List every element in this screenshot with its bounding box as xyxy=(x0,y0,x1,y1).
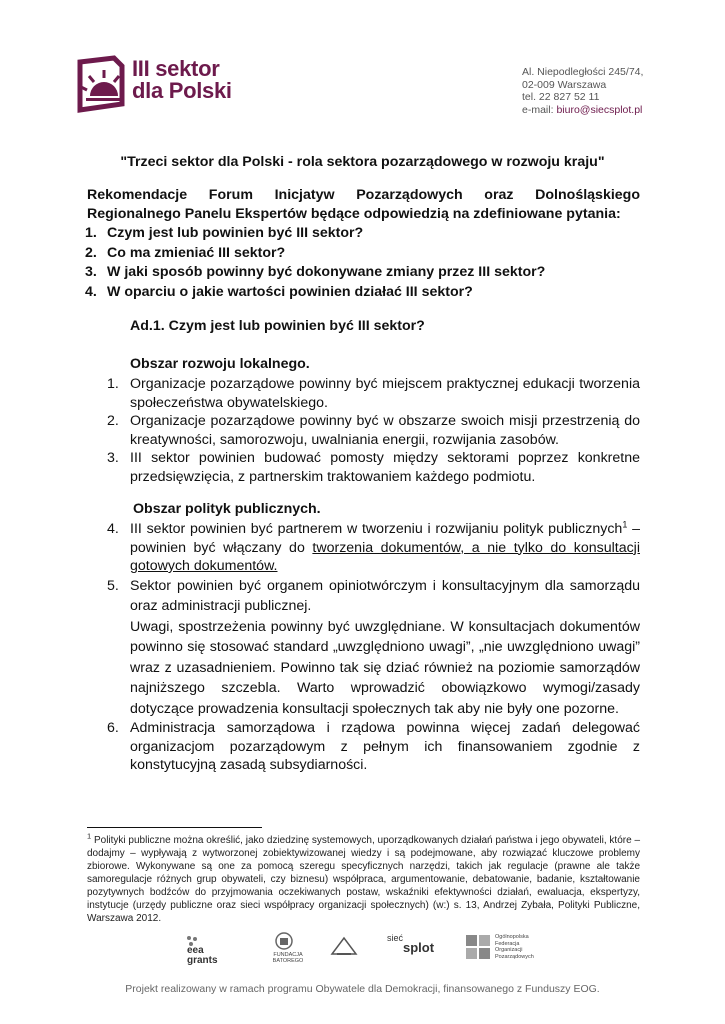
item-text: W jaki sposób powinny być dokonywane zmiany przez III sektor? xyxy=(107,264,546,280)
ofop-logo xyxy=(465,932,545,966)
item-text: – powinien być włączany do xyxy=(130,521,640,556)
logo-line-2: dla Polski xyxy=(132,78,232,103)
document-title: "Trzeci sektor dla Polski - rola sektora pozarządowego w rozwoju kraju" xyxy=(120,154,605,170)
siec-splot-logo xyxy=(385,932,449,966)
list-item xyxy=(107,449,640,486)
partner-logo xyxy=(325,932,365,966)
item-text: III sektor powinien być partnerem w tworzeniu i rozwijaniu polityk publicznych xyxy=(130,521,623,537)
item-text: III sektor powinien budować pomosty między sektorami poprzez konkretne przedsięwzięcia, z partnerskim traktowaniem każdego podmiotu. xyxy=(130,450,640,485)
address-line: Al. Niepodległości 245/74, xyxy=(522,66,644,78)
list-item xyxy=(107,519,640,576)
intro-line-2: Regionalnego Panelu Ekspertów będące odpowiedzią na zdefiniowane pytania: xyxy=(87,206,621,222)
item-text: Czym jest lub powinien być III sektor? xyxy=(107,225,364,241)
address-line: 02-009 Warszawa xyxy=(522,78,607,91)
sponsor-logos xyxy=(175,932,555,968)
eea-grants-logo xyxy=(183,932,233,966)
partner-emblem-icon xyxy=(329,934,359,960)
letterhead xyxy=(0,0,725,125)
list-item xyxy=(85,283,545,303)
item-number: 6. xyxy=(107,720,119,736)
item-text: W oparciu o jakie wartości powinien działać III sektor? xyxy=(107,283,473,300)
section-heading-ad1: Ad.1. Czym jest lub powinien być III sektor? xyxy=(130,318,425,334)
footnote-text: Polityki publiczne można określić, jako dziedzinę systemowych, uporządkowanych działań państwa i jego obywateli, które – dodajmy – wypływają z wytworzonej zobiektywizowanej wiedzy i są podejmowane, aby rozwiązać kluczowe problemy zbiorowe. Wykonywane są one za pomocą szeregu specyficznych narzędzi, takich jak regulacje (prawne ale także samoregulacje różnych grup obywateli, czy biznesu) współpraca, argumentowanie, debatowanie, badanie, kształtowanie pozytywnych bodźców do przyjmowania oczekiwanych postaw, wskaźniki efektywności działań, ewaluacja, ekspertyzy, instytucje (urzędy publiczne oraz sieci współpracy organizacji społecznych) (w:) s. 13, Andrzej Zybała, Polityki Publiczne, Warszawa 2012. xyxy=(87,835,640,924)
item-number: 5. xyxy=(107,577,119,594)
fundacja-text: FUNDACJA BATOREGO xyxy=(272,952,304,964)
underlined-text: tworzenia dokumentów, a nie tylko do konsultacji gotowych dokumentów. xyxy=(130,539,640,574)
heading-public-policy: Obszar polityk publicznych. xyxy=(133,501,321,517)
list-item xyxy=(85,263,546,283)
item-text: Organizacje pozarządowe powinny być w obszarze swoich misji przestrzenią do kreatywności, samorozwoju, uwalniania energii, rozwijania zasobów. xyxy=(130,413,640,448)
ofop-text: Ogólnopolska Federacja Organizacji Pozarządowych xyxy=(495,934,534,960)
footnote-ref[interactable]: 1 xyxy=(622,519,628,530)
intro-line-1: Rekomendacje Forum Inicjatyw Pozarządowych oraz Dolnośląskiego xyxy=(87,187,640,203)
splot-text: splot xyxy=(403,940,435,955)
item-number: 2. xyxy=(107,413,119,429)
email-line xyxy=(522,104,643,117)
footnote xyxy=(87,831,640,925)
item-number: 1. xyxy=(85,225,97,241)
public-policy-list xyxy=(107,519,640,775)
fundacja-batorego-logo xyxy=(261,932,309,966)
list-item xyxy=(107,576,640,720)
item-number: 1. xyxy=(107,376,119,392)
footnote-mark: 1 xyxy=(87,831,92,841)
logo xyxy=(74,52,232,114)
list-item xyxy=(107,375,640,412)
questions-list xyxy=(85,224,546,302)
heading-local-development: Obszar rozwoju lokalnego. xyxy=(130,356,310,372)
item-text: Sektor powinien być organem opiniotwórczym i konsultacyjnym dla samorządu oraz administracji publicznej. xyxy=(130,577,640,614)
eea-grants-text: eea grants xyxy=(187,945,218,966)
phone-line: tel. 22 827 52 11 xyxy=(522,91,600,103)
footnote-separator xyxy=(87,827,262,828)
siec-text: sieć xyxy=(387,933,404,943)
project-footer: Projekt realizowany w ramach programu Obywatele dla Demokracji, finansowanego z Funduszy EOG. xyxy=(125,983,600,995)
email-label: e-mail: xyxy=(522,103,557,116)
list-item xyxy=(85,244,545,264)
item-number: 2. xyxy=(85,244,97,261)
list-item xyxy=(107,719,640,775)
address-block xyxy=(522,66,643,116)
item-text: Administracja samorządowa i rządowa powinna więcej zadań delegować organizacjom pozarządowym z pełnym ich finansowaniem zgodnie z konstytucyjną zasadą subsydiarności. xyxy=(130,720,640,773)
item-text: Uwagi, spostrzeżenia powinny być uwzględniane. W konsultacjach dokumentów powinno się stosować standard „uwzględniono uwagi”, „nie uwzględniono uwagi” wraz z uzasadnieniem. Powinno tak się dziać również na poziomie samorządów najniższego szczebla. Warto wprowadzić obowiązkowo wymogi/zasady dotyczące prowadzenia konsultacji społecznych tak aby nie były one pozorne. xyxy=(130,618,640,717)
item-number: 3. xyxy=(107,450,119,466)
fundacja-emblem-icon xyxy=(275,932,293,950)
list-item xyxy=(85,224,545,244)
email-link[interactable]: biuro@siecsplot.pl xyxy=(556,103,643,116)
ofop-grid-icon xyxy=(465,934,491,960)
logo-text xyxy=(132,58,232,102)
local-development-list xyxy=(107,375,640,486)
item-text: Co ma zmieniać III sektor? xyxy=(107,244,286,261)
item-number: 4. xyxy=(85,283,97,300)
item-number: 4. xyxy=(107,521,119,537)
logo-sun-icon xyxy=(74,52,130,114)
item-number: 3. xyxy=(85,264,97,280)
item-text: Organizacje pozarządowe powinny być miejscem praktycznej edukacji tworzenia społeczeństwa obywatelskiego. xyxy=(130,376,640,411)
list-item xyxy=(107,412,640,449)
logo-line-1: III sektor xyxy=(132,56,220,81)
